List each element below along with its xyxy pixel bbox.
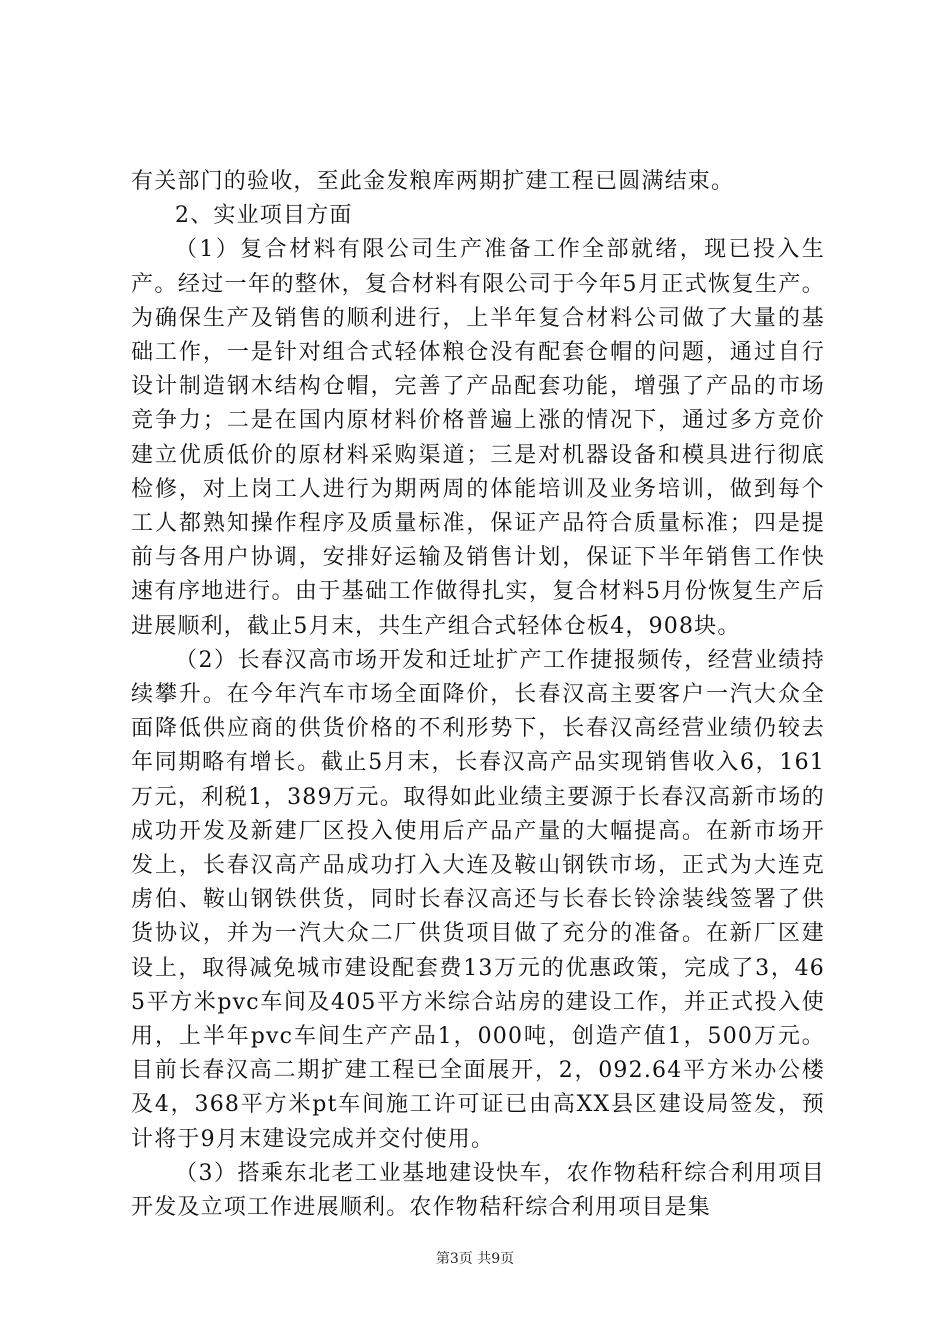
document-body xyxy=(131,165,825,1225)
page-number-footer: 第3页 共9页 xyxy=(435,1251,515,1267)
paragraph-straw-utilization: （3）搭乘东北老工业基地建设快车，农作物秸秆综合利用项目开发及立项工作进展顺利。农作物秸秆综合利用项目是集 xyxy=(131,1160,825,1221)
paragraph-composite-materials: （1）复合材料有限公司生产准备工作全部就绪，现已投入生产。经过一年的整休，复合材料有限公司于今年5月正式恢复生产。为确保生产及销售的顺利进行，上半年复合材料公司做了大量的基础工作，一是针对组合式轻体粮仓没有配套仓帽的问题，通过自行设计制造钢木结构仓帽，完善了产品配套功能，增强了产品的市场竞争力；二是在国内原材料价格普遍上涨的情况下，通过多方竞价建立优质低价的原材料采购渠道；三是对机器设备和模具进行彻底检修，对上岗工人进行为期两周的体能培训及业务培训，做到每个工人都熟知操作程序及质量标准，保证产品符合质量标准；四是提前与各用户协调，安排好运输及销售计划，保证下半年销售工作快速有序地进行。由于基础工作做得扎实，复合材料5月份恢复生产后进展顺利，截止5月末，共生产组合式轻体仓板4，908块。 xyxy=(131,237,825,639)
paragraph-completion-notice: 有关部门的验收，至此金发粮库两期扩建工程已圆满结束。 xyxy=(131,169,735,194)
section-heading-industrial-projects: 2、实业项目方面 xyxy=(175,203,353,229)
paragraph-changchun-henkel: （2）长春汉高市场开发和迁址扩产工作捷报频传，经营业绩持续攀升。在今年汽车市场全面降价，长春汉高主要客户一汽大众全面降低供应商的供货价格的不利形势下，长春汉高经营业绩仍较去年同期略有增长。截止5月末，长春汉高产品实现销售收入6，161万元，利税1，389万元。取得如此业绩主要源于长春汉高新市场的成功开发及新建厂区投入使用后产品产量的大幅提高。在新市场开发上，长春汉高产品成功打入大连及鞍山钢铁市场，正式为大连克虏伯、鞍山钢铁供货，同时长春汉高还与长春长铃涂装线签署了供货协议，并为一汽大众二厂供货项目做了充分的准备。在新厂区建设上，取得减免城市建设配套费13万元的优惠政策，完成了3，465平方米pvc车间及405平方米综合站房的建设工作，并正式投入使用，上半年pvc车间生产产品1，000吨，创造产值1，500万元。目前长春汉高二期扩建工程已全面展开，2，092.64平方米办公楼及4，368平方米pt车间施工许可证已由高XX县区建设局签发，预计将于9月末建设完成并交付使用。 xyxy=(131,647,825,1152)
